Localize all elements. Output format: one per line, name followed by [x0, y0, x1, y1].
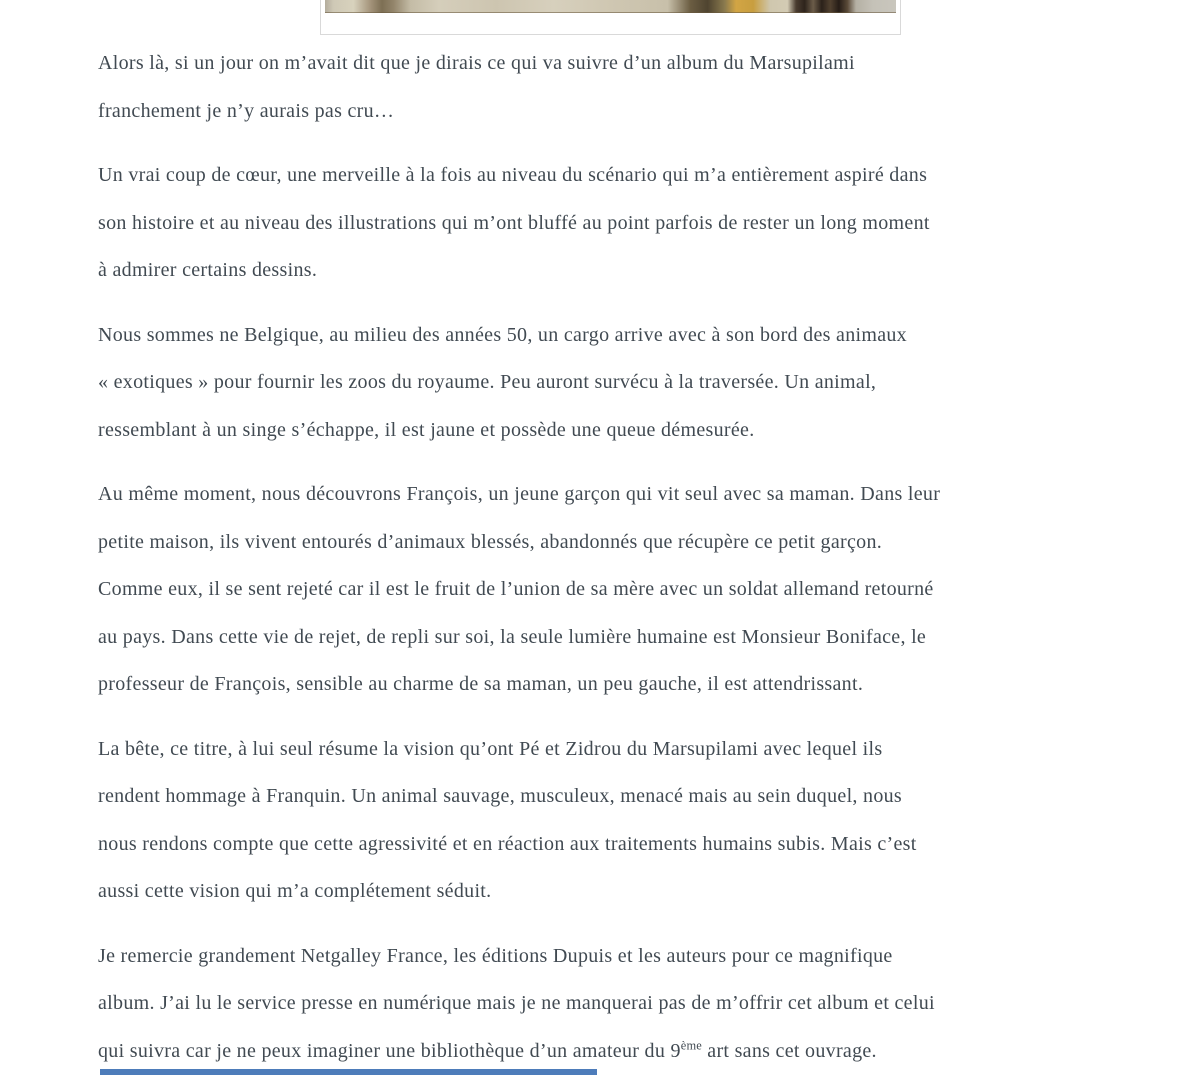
article-body	[98, 40, 1122, 1075]
text-line: Un vrai coup de cœur, une merveille à la fois au niveau du scénario qui m’a entièrement aspiré dans	[98, 164, 928, 186]
text-line: Nous sommes ne Belgique, au milieu des années 50, un cargo arrive avec à son bord des animaux	[98, 323, 907, 346]
text-line: nous rendons compte que cette agressivité et en réaction aux traitements humains subis. Mais c’est	[98, 832, 917, 855]
paragraph	[98, 40, 1122, 135]
featured-image-frame	[320, 0, 901, 35]
text-line: Alors là, si un jour on m’avait dit que je dirais ce qui va suivre d’un album du Marsupilami	[98, 52, 855, 74]
featured-image	[325, 0, 896, 13]
text-line: à admirer certains dessins.	[98, 259, 318, 281]
text-line: Je remercie grandement Netgalley France, les éditions Dupuis et les auteurs pour ce magnifique	[98, 944, 893, 967]
text-line: rendent hommage à Franquin. Un animal sauvage, musculeux, menacé mais au sein duquel, nous	[98, 785, 903, 807]
text-line: qui suivra car je ne peux imaginer une bibliothèque d’un amateur du 9ème art sans cet ouvrage.	[98, 1037, 877, 1062]
text-line: son histoire et au niveau des illustrations qui m’ont bluffé au point parfois de rester un long moment	[98, 211, 930, 234]
content-column	[98, 0, 1122, 1075]
text-line: Comme eux, il se sent rejeté car il est le fruit de l’union de sa mère avec un soldat allemand retourné	[98, 578, 934, 600]
text-line: « exotiques » pour fournir les zoos du royaume. Peu auront survécu à la traversée. Un animal,	[98, 371, 877, 393]
text-line: petite maison, ils vivent entourés d’animaux blessés, abandonnés que récupère ce petit garçon.	[98, 530, 883, 553]
paragraph	[98, 933, 1122, 1075]
text-line: album. J’ai lu le service presse en numérique mais je ne manquerai pas de m’offrir cet album et celui	[98, 992, 935, 1014]
text-line: au pays. Dans cette vie de rejet, de repli sur soi, la seule lumière humaine est Monsieur Boniface, le	[98, 625, 927, 648]
text-line: La bête, ce titre, à lui seul résume la vision qu’ont Pé et Zidrou du Marsupilami avec lequel ils	[98, 737, 883, 760]
text-line: aussi cette vision qui m’a complétement séduit.	[98, 880, 492, 902]
text-line: ressemblant à un singe s’échappe, il est jaune et possède une queue démesurée.	[98, 418, 755, 441]
text-line: professeur de François, sensible au charme de sa maman, un peu gauche, il est attendrissant.	[98, 673, 864, 695]
paragraph	[98, 312, 1122, 455]
paragraph	[98, 471, 1122, 709]
text-line: Au même moment, nous découvrons François, un jeune garçon qui vit seul avec sa maman. Dans leur	[98, 483, 941, 505]
text-line: franchement je n’y aurais pas cru…	[98, 99, 395, 122]
paragraph	[98, 152, 1122, 295]
below-fold-element-edge	[100, 1069, 597, 1075]
paragraph	[98, 726, 1122, 916]
